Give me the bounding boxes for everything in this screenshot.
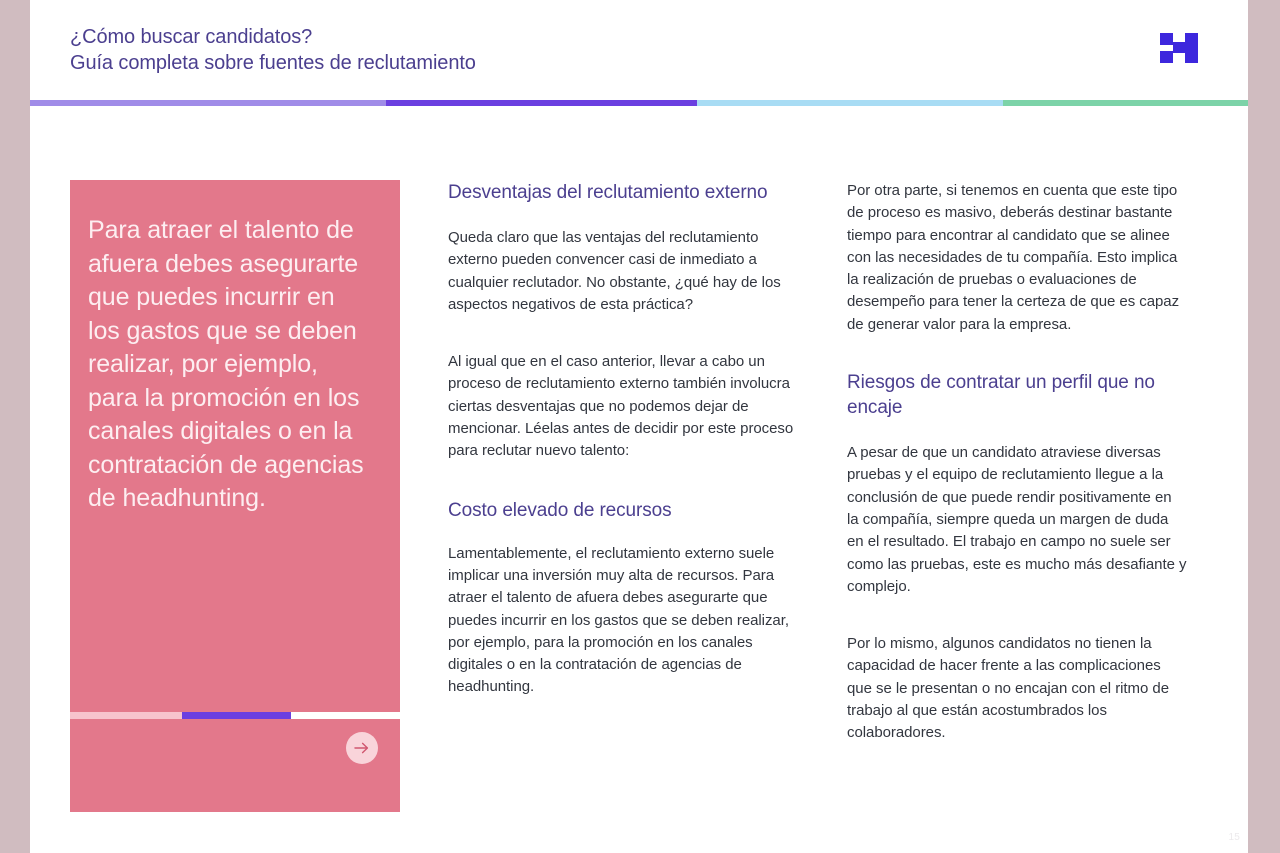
right-spacer-1 bbox=[847, 620, 1187, 633]
card-progress-bar[interactable] bbox=[70, 712, 400, 719]
middle-spacer-2 bbox=[448, 485, 803, 498]
header-title-block bbox=[70, 25, 476, 75]
logo-block-center bbox=[1173, 42, 1185, 53]
blocky-h-logo-icon bbox=[1160, 33, 1200, 67]
middle-paragraph-3: Lamentablemente, el reclutamiento externo suele implicar una inversión muy alta de recursos. Para atraer el talento de afuera debes asegurarte que puedes incurrir en los gastos que se deben realizar, por ejemplo, para la promoción en los canales digitales o en la contratación de agencias de headhunting. bbox=[448, 544, 789, 696]
right-paragraph-1: Por otra parte, si tenemos en cuenta que este tipo de proceso es masivo, deberás destinar bastante tiempo para encontrar al candidato que se alinee con las necesidades de tu compañía. Esto implica la realización de pruebas o evaluaciones de desempeño para tener la certeza de que es capaz de generar valor para la empresa. bbox=[847, 182, 1180, 333]
quote-card bbox=[70, 180, 400, 812]
right-paragraph-2: A pesar de que un candidato atraviese diversas pruebas y el equipo de reclutamiento llegue a la conclusión de que puede rendir positivamente en la compañía, siempre queda un margen de duda en el resultado. El trabajo en campo no suele ser como las pruebas, este es mucho más desafiante y complejo. bbox=[847, 444, 1187, 595]
right-heading-1: Riesgos de contratar un perfil que no encaje bbox=[847, 372, 1155, 419]
middle-spacer-1 bbox=[448, 338, 803, 351]
page-number: 15 bbox=[1228, 832, 1240, 843]
page-title-line-2: Guía completa sobre fuentes de reclutamiento bbox=[70, 52, 476, 74]
middle-heading-1: Desventajas del reclutamiento externo bbox=[448, 182, 768, 203]
middle-paragraph-1: Queda claro que las ventajas del reclutamiento externo pueden convencer casi de inmediato a cualquier reclutador. No obstante, ¿qué hay de los aspectos negativos de esta práctica? bbox=[448, 229, 781, 313]
slide-header bbox=[30, 0, 1248, 100]
logo-block-top-left bbox=[1160, 33, 1173, 45]
logo-block-bottom-left bbox=[1160, 51, 1173, 63]
logo-block-right-bar bbox=[1185, 33, 1198, 63]
middle-heading-2: Costo elevado de recursos bbox=[448, 499, 672, 521]
arrow-right-icon bbox=[353, 739, 371, 757]
next-arrow-button[interactable] bbox=[346, 732, 378, 764]
right-paragraph-3: Por lo mismo, algunos candidatos no tienen la capacidad de hacer frente a las complicaciones que se le presentan o no encajan con el ritmo de trabajo al que están acostumbrados los colaboradores. bbox=[847, 635, 1169, 742]
quote-text: Para atraer el talento de afuera debes asegurarte que puedes incurrir en los gastos que se deben realizar, por ejemplo, para la promoción en los canales digitales o en la contratación de agencias de headhunting. bbox=[88, 216, 364, 512]
slide-body bbox=[30, 106, 1248, 853]
card-segment-1[interactable] bbox=[70, 712, 182, 719]
middle-text-column bbox=[448, 180, 803, 853]
card-arrow-row bbox=[346, 732, 378, 764]
middle-paragraph-2: Al igual que en el caso anterior, llevar a cabo un proceso de reclutamiento externo también involucra ciertas desventajas que no podemos dejar de mencionar. Léelas antes de decidir por este proceso para reclutar nuevo talento: bbox=[448, 353, 794, 460]
card-segment-2[interactable] bbox=[182, 712, 291, 719]
page-title-line-1: ¿Cómo buscar candidatos? bbox=[70, 26, 313, 48]
slide-sheet bbox=[30, 0, 1248, 853]
card-segment-3[interactable] bbox=[291, 712, 400, 719]
right-text-column bbox=[847, 180, 1187, 853]
